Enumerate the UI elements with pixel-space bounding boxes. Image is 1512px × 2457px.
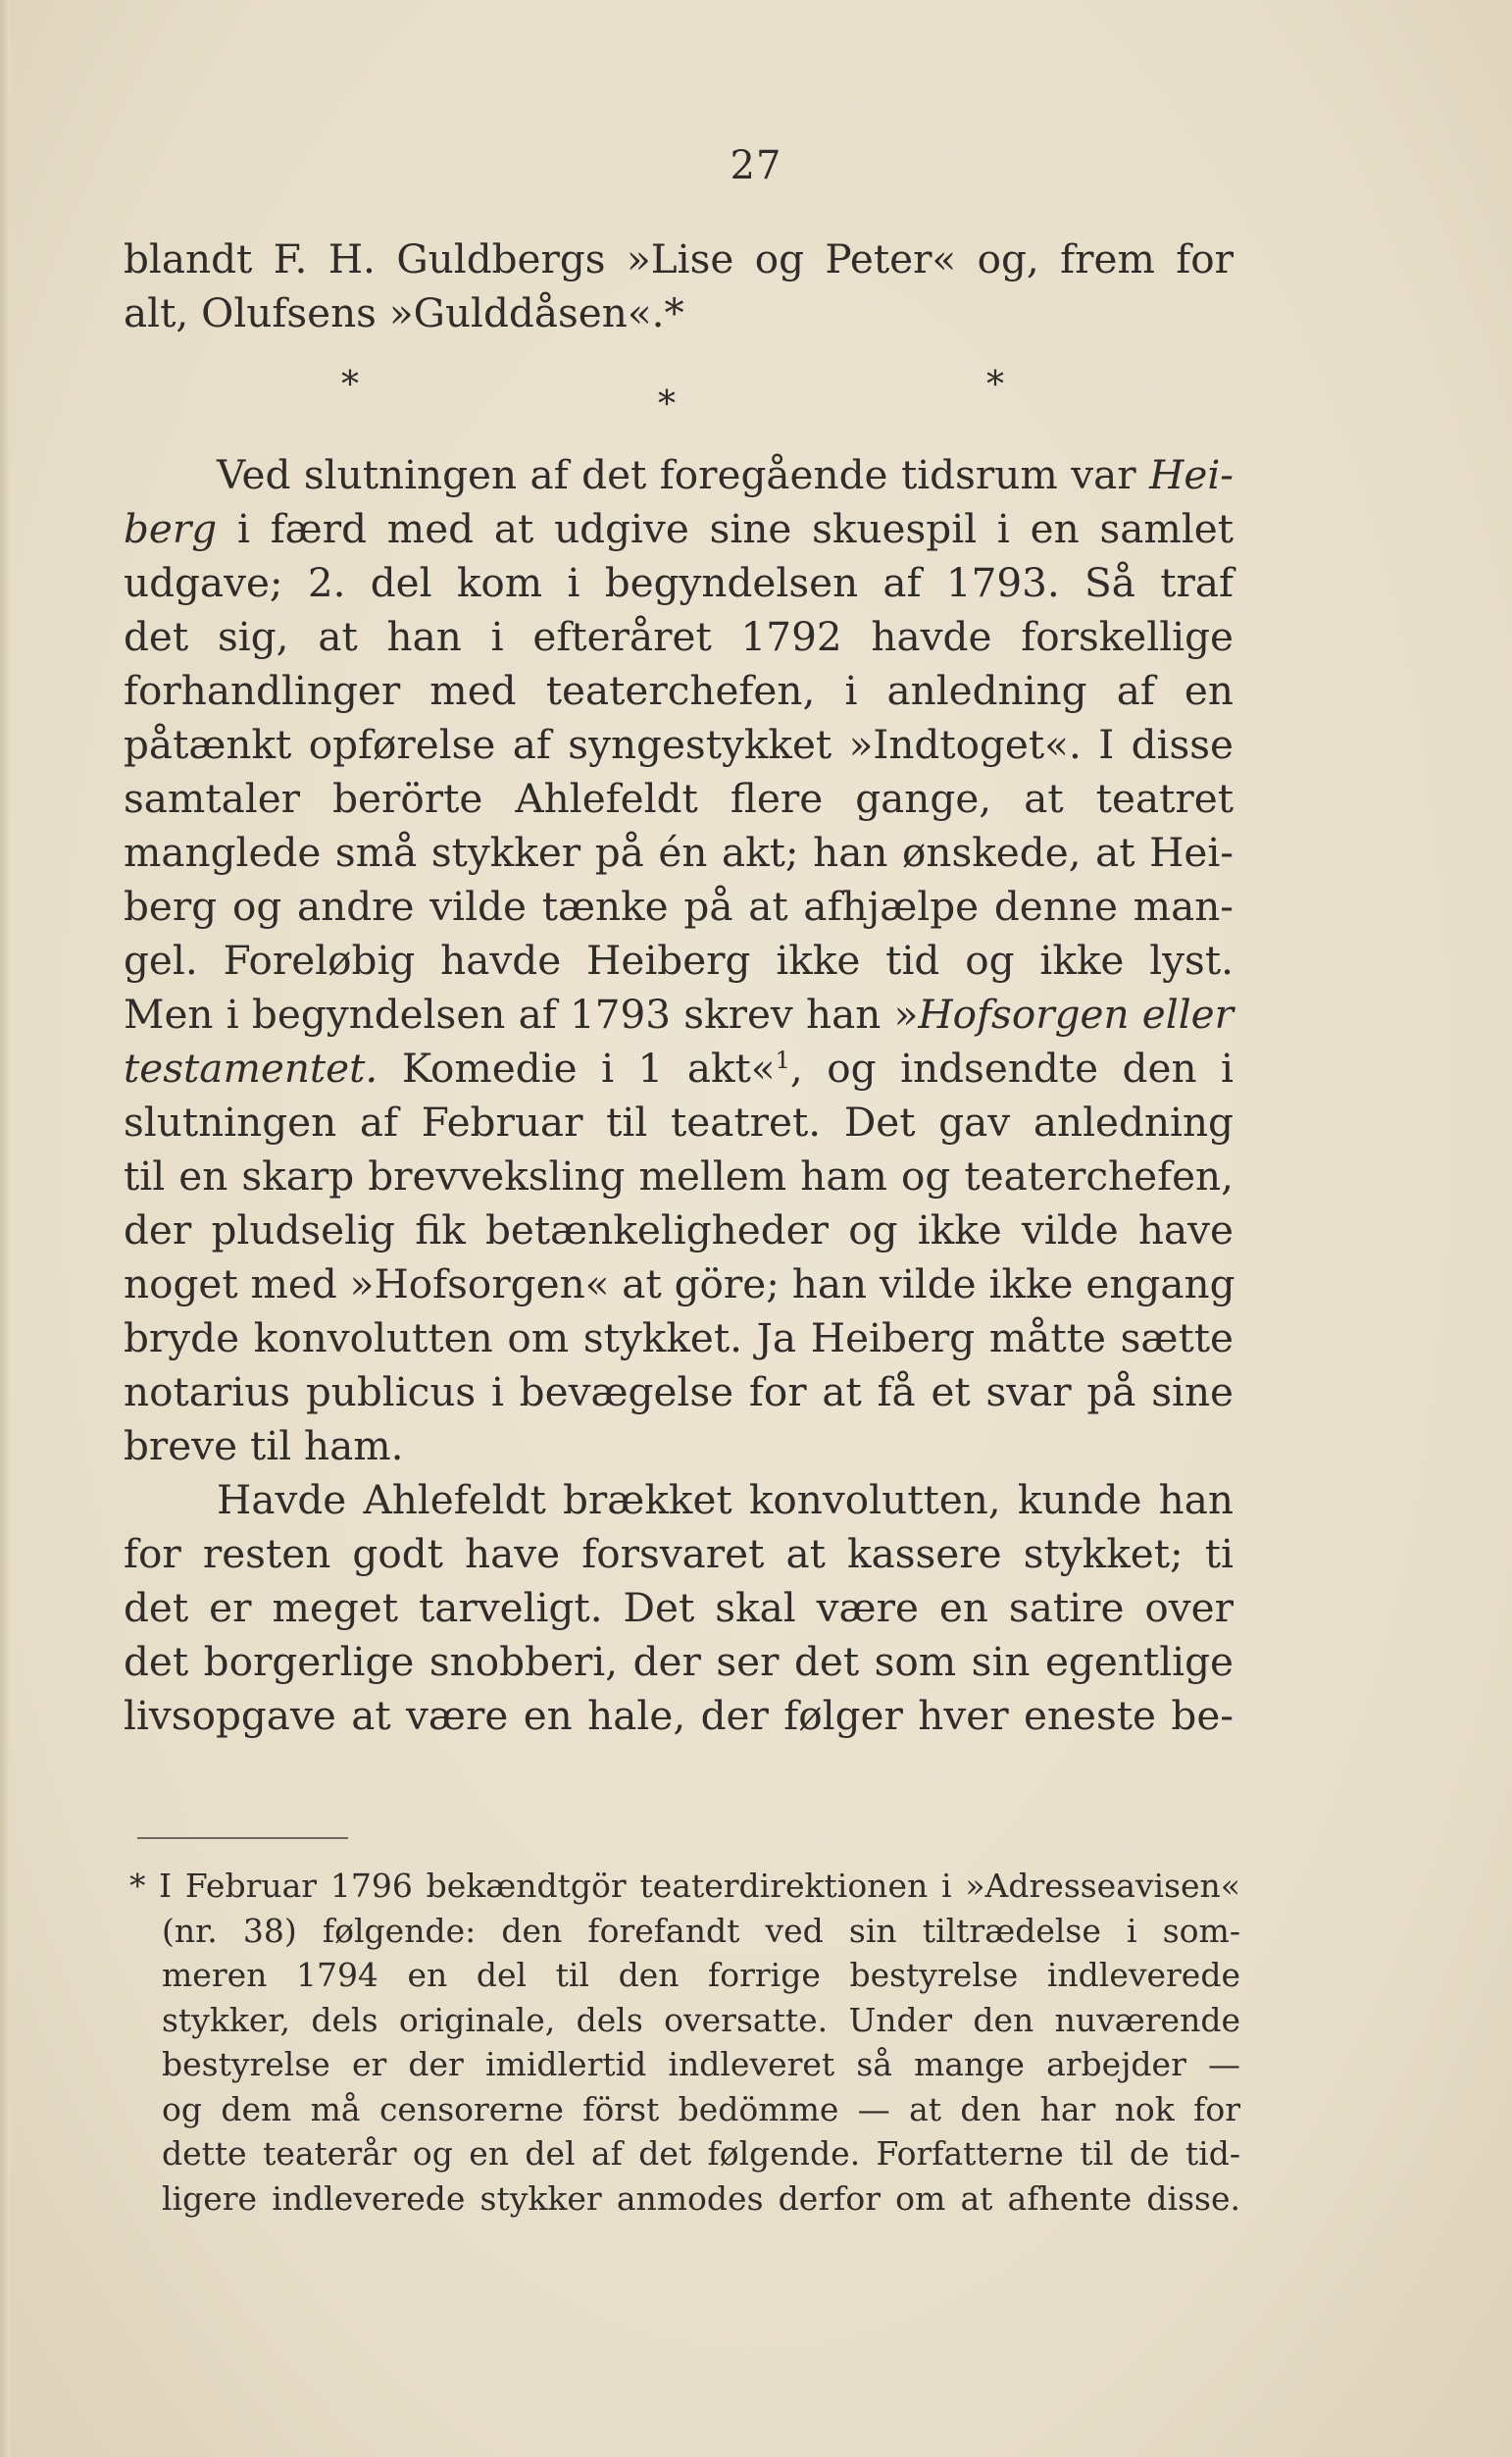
text-line: det er meget tarveligt. Det skal være en satire over — [124, 1584, 1234, 1631]
footnote-line: ligere indleverede stykker anmodes derfor om at afhente disse. — [162, 2178, 1240, 2218]
text-line: manglede små stykker på én akt; han ønskede, at Hei- — [124, 829, 1234, 876]
footnote-line: * I Februar 1796 bekændtgör teaterdirektionen i »Adresseavisen« — [129, 1864, 1240, 1909]
footnote-line: bestyrelse er der imidlertid indleveret så mange arbejder — — [162, 2045, 1240, 2083]
text-line: Ved slutningen af det foregående tidsrum var Hei- — [217, 451, 1234, 498]
text-line: slutningen af Februar til teatret. Det gav anledning — [124, 1099, 1234, 1146]
footnote-mark: * — [129, 1867, 146, 1905]
section-separator — [124, 340, 1234, 448]
footnote-line: stykker, dels originale, dels oversatte. Under den nuværende — [162, 2000, 1240, 2039]
footnote-ref: 1 — [775, 1047, 790, 1074]
text-line: notarius publicus i bevægelse for at få et svar på sine — [124, 1368, 1234, 1415]
asterisk-ornament: * — [986, 365, 1004, 405]
asterisk-ornament: * — [341, 365, 359, 405]
text-line: breve til ham. — [124, 1422, 404, 1469]
footnote — [129, 1864, 1240, 2221]
page-edge — [0, 0, 10, 2457]
text-line: berg og andre vilde tænke på at afhjælpe denne man- — [124, 883, 1234, 930]
text-line: for resten godt have forsvaret at kassere stykket; ti — [124, 1530, 1234, 1577]
text-line: Havde Ahlefeldt brækket konvolutten, kunde han — [217, 1476, 1234, 1523]
page-number: 27 — [730, 143, 782, 188]
text-line: livsopgave at være en hale, der følger hver eneste be- — [124, 1692, 1234, 1739]
text-line: forhandlinger med teaterchefen, i anledning af en — [124, 667, 1234, 714]
footnote-line: dette teaterår og en del af det følgende. Forfatterne til de tid- — [162, 2134, 1240, 2173]
footnote-line: (nr. 38) følgende: den forefandt ved sin tiltrædelse i som- — [162, 1911, 1240, 1950]
text-line: der pludselig fik betænkeligheder og ikke vilde have — [124, 1206, 1234, 1254]
footnote-line: og dem må censorerne först bedömme — at den har nok for — [162, 2089, 1240, 2128]
text-line: til en skarp brevveksling mellem ham og teaterchefen, — [124, 1152, 1234, 1200]
footnote-line: meren 1794 en del til den forrige bestyrelse indleverede — [162, 1956, 1240, 1994]
text-line: noget med »Hofsorgen« at göre; han vilde ikke engang — [124, 1260, 1235, 1307]
text-line: samtaler berörte Ahlefeldt flere gange, at teatret — [124, 775, 1234, 822]
text-line: berg i færd med at udgive sine skuespil i en samlet — [124, 505, 1234, 552]
paragraph — [124, 448, 1234, 1473]
text-line: det sig, at han i efteråret 1792 havde forskellige — [124, 613, 1234, 660]
text-line: gel. Foreløbig havde Heiberg ikke tid og ikke lyst. — [124, 937, 1234, 984]
text-line: påtænkt opførelse af syngestykket »Indtoget«. I disse — [124, 721, 1234, 768]
main-text — [124, 232, 1234, 1743]
text-line: det borgerlige snobberi, der ser det som sin egentlige — [124, 1638, 1234, 1685]
text-line: blandt F. H. Guldbergs »Lise og Peter« og, frem for — [124, 235, 1234, 282]
text-line: bryde konvolutten om stykket. Ja Heiberg måtte sætte — [124, 1314, 1234, 1361]
text-line: alt, Olufsens »Gulddåsen«.* — [124, 289, 684, 336]
asterisk-ornament: * — [658, 384, 676, 425]
footnote-divider — [137, 1837, 348, 1839]
text-line: testamentet. Komedie i 1 akt«$^1$, og indsendte den i — [124, 1045, 1235, 1092]
paragraph — [124, 1473, 1234, 1743]
text-line: udgave; 2. del kom i begyndelsen af 1793. Så traf — [124, 559, 1234, 606]
text-line: Men i begyndelsen af 1793 skrev han »Hofsorgen eller — [124, 991, 1234, 1038]
